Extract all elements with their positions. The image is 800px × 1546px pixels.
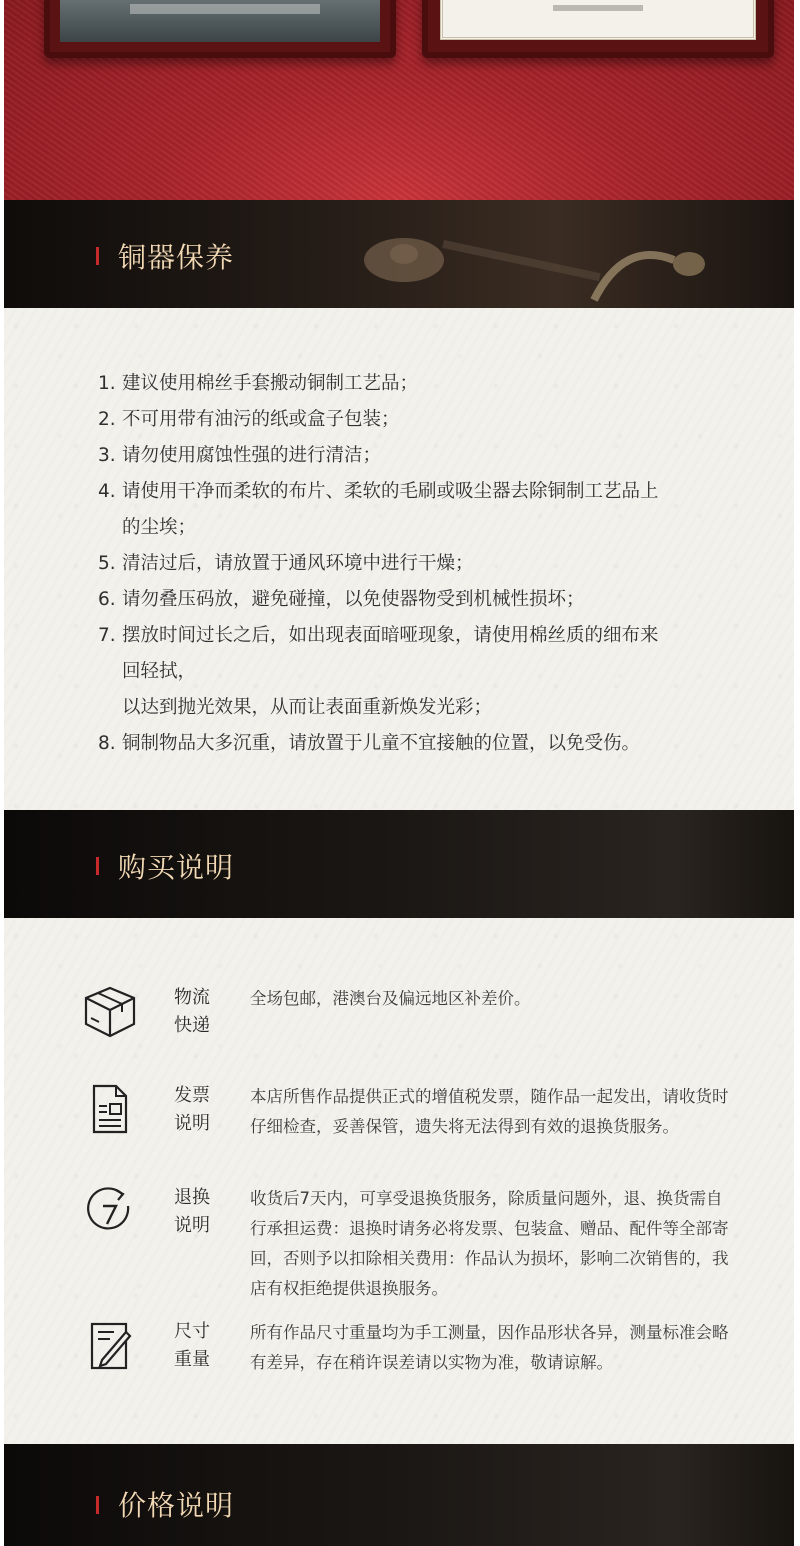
care-item-number: 4. (98, 481, 116, 502)
accent-bar (96, 857, 99, 875)
care-item-text: 建议使用棉丝手套搬动铜制工艺品； (122, 373, 419, 394)
accent-bar (96, 1496, 99, 1514)
care-item-number: 6. (98, 589, 116, 610)
care-item (98, 366, 738, 402)
row-description: 所有作品尺寸重量均为手工测量，因作品形状各异，测量标准会略有差异，存在稍许误差请以实物为准，敬请谅解。 (250, 1323, 729, 1372)
care-item-text: 请勿使用腐蚀性强的进行清洁； (122, 445, 382, 466)
care-item-text: 不可用带有油污的纸或盒子包装； (122, 409, 400, 430)
care-item-number: 3. (98, 445, 116, 466)
invoice-icon (82, 1082, 138, 1138)
row-label: 发票 说明 (174, 1085, 210, 1134)
certificate-photo (4, 0, 794, 200)
tools-image (294, 220, 734, 308)
box-icon (82, 984, 138, 1040)
plaque-right (422, 0, 774, 58)
price-header (4, 1444, 794, 1546)
row-description: 收货后7天内，可享受退换货服务，除质量问题外，退、换货需自行承担运费：退换时请务必将发票、包装盒、赠品、配件等全部寄回，否则予以扣除相关费用：作品认为损坏，影响二次销售的，我店有权拒绝提供退换服务。 (250, 1189, 729, 1298)
plaque-left (44, 0, 396, 58)
care-header (4, 200, 794, 308)
care-item-text: 摆放时间过长之后，如出现表面暗哑现象，请使用棉丝质的细布来 (122, 625, 659, 646)
care-item-text: 清洁过后，请放置于通风环境中进行干燥； (122, 553, 474, 574)
measure-edit-icon (82, 1318, 138, 1374)
care-item-text: 请勿叠压码放，避免碰撞，以免使器物受到机械性损坏； (122, 589, 585, 610)
care-item-number: 7. (98, 625, 116, 646)
care-item (98, 546, 738, 582)
purchase-header (4, 810, 794, 918)
care-item-number: 5. (98, 553, 116, 574)
care-list (98, 366, 738, 762)
care-item (98, 618, 738, 726)
row-label: 物流 快递 (174, 987, 210, 1036)
care-item-number: 1. (98, 373, 116, 394)
care-item (98, 438, 738, 474)
section-title-price: 价格说明 (118, 1489, 235, 1522)
care-item-text: 请使用干净而柔软的布片、柔软的毛刷或吸尘器去除铜制工艺品上 (122, 481, 659, 502)
care-item-text: 的尘埃； (122, 517, 197, 538)
seven-day-return-icon (82, 1184, 138, 1240)
care-item (98, 402, 738, 438)
section-title-care: 铜器保养 (118, 241, 235, 274)
care-section (4, 308, 794, 810)
care-item-text: 铜制物品大多沉重，请放置于儿童不宜接触的位置，以免受伤。 (122, 733, 641, 754)
care-item (98, 474, 738, 546)
care-item (98, 726, 738, 762)
care-item-number: 2. (98, 409, 116, 430)
care-item (98, 582, 738, 618)
purchase-section (4, 918, 794, 1444)
row-label: 尺寸 重量 (174, 1321, 210, 1370)
care-item-text: 以达到抛光效果，从而让表面重新焕发光彩； (122, 697, 493, 718)
care-item-number: 8. (98, 733, 116, 754)
row-label: 退换 说明 (174, 1187, 210, 1236)
accent-bar (96, 247, 99, 265)
row-description: 全场包邮，港澳台及偏远地区补差价。 (250, 989, 531, 1008)
row-description: 本店所售作品提供正式的增值税发票，随作品一起发出，请收货时仔细检查，妥善保管，遗失将无法得到有效的退换货服务。 (250, 1087, 729, 1136)
section-title-purchase: 购买说明 (118, 851, 235, 884)
care-item-text: 回轻拭， (122, 661, 197, 682)
